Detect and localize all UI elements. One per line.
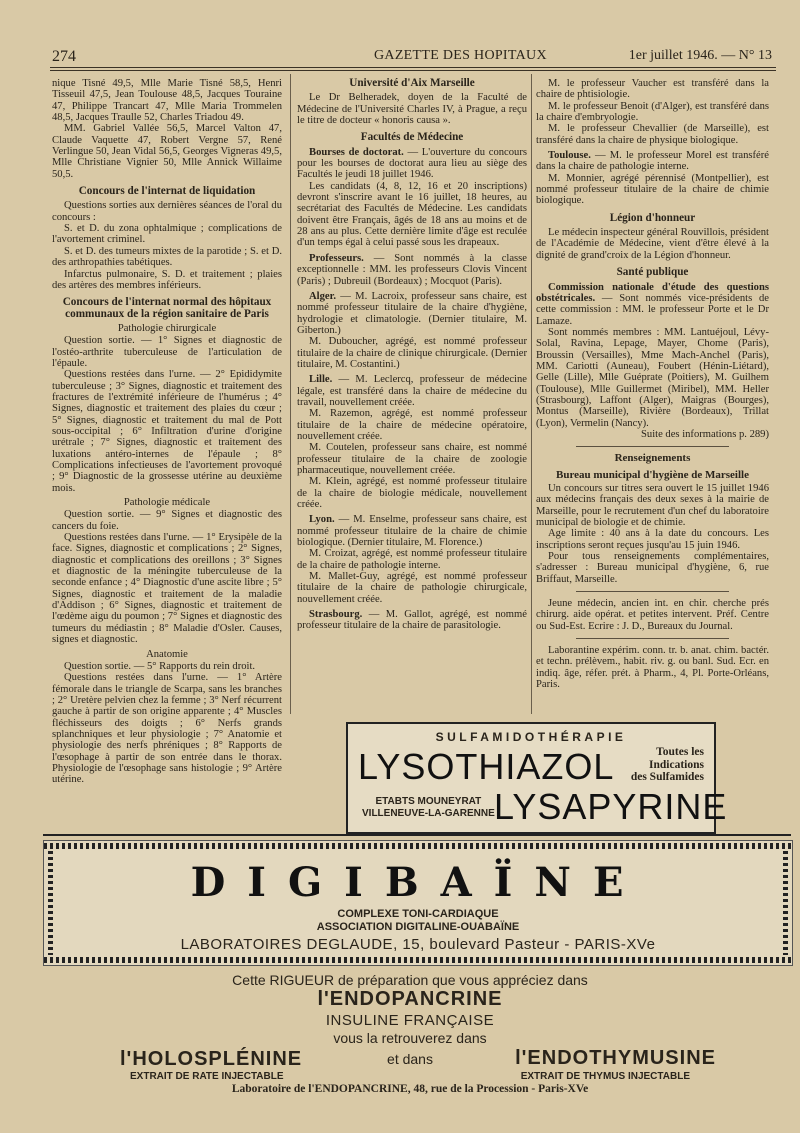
run-in-heading: Bourses de doctorat.: [309, 146, 404, 158]
paragraph: [297, 374, 527, 408]
product-name-lysothiazol: LYSOTHIAZOL: [358, 746, 615, 787]
digibaine-advertisement: [43, 840, 793, 966]
product-description: EXTRAIT DE THYMUS INJECTABLE: [520, 1071, 690, 1082]
section-heading: Concours de l'internat de liquidation: [78, 185, 256, 198]
paragraph: [297, 147, 527, 181]
paragraph: M. Duboucher, agrégé, est nommé professeur titulaire de la chaire de clinique chirurgicale. (Dernier titulaire, M. Costantini.): [297, 336, 527, 370]
description-line: ASSOCIATION DIGITALINE-OUABAÏNE: [316, 921, 520, 933]
paragraph-text: — Sont nommés à la classe exceptionnelle : MM. les professeurs Clovis Vincent (Paris) ; Dubreuil (Bordeaux) ; Mocquot (Paris).: [297, 252, 527, 287]
endopancrine-advertisement: [110, 968, 716, 1096]
paragraph: Le Dr Belheradek, doyen de la Faculté de Médecine de l'Université Charles IV, à Prague, a reçu le titre de docteur « honoris causa ».: [297, 92, 527, 127]
paragraph-text: — Sont nommés vice-présidents de cette commission : MM. le professeur Porte et le Dr Lamaze.: [536, 292, 769, 327]
indications-line: Indications: [649, 758, 704, 771]
decorative-band: [44, 957, 792, 963]
subheading: Pathologie médicale: [123, 497, 211, 509]
paragraph: Age limite : 40 ans à la date du concours. Les inscriptions seront reçues jusqu'au 15 juin 1946.: [536, 528, 769, 551]
subheading: Anatomie: [146, 648, 188, 660]
run-in-heading: Professeurs.: [309, 252, 364, 264]
run-in-heading: Lille.: [309, 374, 333, 386]
paragraph-text: — M. Gallot, agrégé, est nommé professeur titulaire de la chaire de parasitologie.: [297, 609, 527, 632]
paragraph: [297, 253, 527, 287]
section-heading: Bureau municipal d'hygiène de Marseille: [556, 468, 749, 481]
paragraph: Questions restées dans l'urne. — 1° Artère fémorale dans le triangle de Scarpa, sans les branches ; 2° Uretère pelvien chez la femme ; 3° Nerf récurrent gauche à partir de son origine apparente ; 4° Muscles fléchisseurs des doigts ; 6° Nerfs grands splanchniques et leur physiologie ; 7° Anatomie et physiologie des nerfs phréniques ; 8° Rapports de l'œsophage à partir de son entrée dans le thorax. Physiologie de l'œsophage sans histologie ; 9° Artère utérine.: [52, 672, 282, 786]
indications-line: Toutes les: [656, 746, 704, 758]
page-number: 274: [52, 48, 76, 65]
continuation-note: Suite des informations p. 289): [641, 428, 769, 440]
ad-line: vous la retrouverez dans: [333, 1030, 487, 1046]
paragraph: Infarctus pulmonaire, S. D. et traitement ; plaies des artères des membres inférieurs.: [52, 268, 282, 291]
paragraph: M. Coutelen, professeur sans chaire, est nommé professeur titulaire de la chaire de zoologie pharmaceutique, nouvellement créée.: [297, 442, 527, 476]
subheading: Pathologie chirurgicale: [117, 322, 217, 334]
paragraph: [297, 291, 527, 336]
paragraph: Question sortie. — 1° Signes et diagnostic de l'ostéo-arthrite tuberculeuse de l'articulation de l'épaule.: [52, 335, 282, 369]
paragraph: [536, 282, 769, 327]
description-line: COMPLEXE TONI-CARDIAQUE: [337, 908, 499, 920]
paragraph: Questions sorties aux dernières séances de l'oral du concours :: [52, 200, 282, 223]
paragraph-text: — L'ouverture du concours pour les bourses de doctorat aura lieu au siège des Facultés le jeudi 18 juillet 1946.: [297, 146, 527, 181]
product-endopancrine: l'ENDOPANCRINE: [317, 988, 503, 1010]
header-rule: [50, 67, 776, 68]
header-rule-2: [50, 70, 776, 71]
run-in-heading: Lyon.: [309, 514, 335, 526]
lysothiazol-advertisement: [346, 722, 728, 834]
ad-line: INSULINE FRANÇAISE: [325, 1012, 495, 1029]
column-divider-2: [531, 74, 532, 714]
separator: [576, 446, 729, 447]
paragraph: Le médecin inspecteur général Rouvillois, président de l'Académie de Médecine, vient d'être élevé à la dignité de grand'croix de la Légion d'honneur.: [536, 227, 769, 261]
manufacturer: [362, 796, 495, 820]
separator: [576, 638, 729, 639]
run-in-heading: Alger.: [309, 290, 336, 302]
paragraph: Question sortie. — 9° Signes et diagnostic des cancers du foie.: [52, 509, 282, 532]
paragraph: M. Klein, agrégé, est nommé professeur titulaire de la chaire de biologie médicale, nouvellement créée.: [297, 476, 527, 511]
paragraph: Les candidats (4, 8, 12, 16 et 20 inscriptions) devront s'inscrire avant le 16 juillet, 18 heures, au secrétariat des Facultés de Médecine. Les candidats doivent être Français, âgés de 18 ans au moins et de 28 ans au plus. Cette dernière limite d'âge est reculée d'un temps égal à celui passé sous les drapeaux.: [297, 180, 527, 249]
paragraph: M. le professeur Vaucher est transféré dans la chaire de phtisiologie.: [536, 78, 769, 101]
paragraph: M. Monnier, agrégé pérennisé (Montpellier), est nommé professeur titulaire de la chaire de chimie biologique.: [536, 172, 769, 207]
run-in-heading: Commission nationale d'étude des questions obstétricales.: [536, 281, 769, 304]
paragraph: S. et D. des tumeurs mixtes de la parotide ; S. et D. des arthropathies tabétiques.: [52, 245, 282, 269]
column-divider-1: [290, 74, 291, 714]
paragraph-text: — M. le professeur Morel est transféré dans la chaire de pathologie interne.: [536, 150, 769, 173]
paragraph: Question sortie. — 5° Rapports du rein droit.: [64, 660, 256, 672]
section-heading: Université d'Aix Marseille: [349, 77, 475, 89]
indications-line: des Sulfamides: [630, 771, 704, 783]
ad-tagline: SULFAMIDOTHÉRAPIE: [435, 730, 627, 744]
manufacturer-name: ETABTS MOUNEYRAT: [375, 796, 482, 807]
manufacturer-city: VILLENEUVE-LA-GARENNE: [362, 808, 495, 819]
section-heading: Facultés de Médecine: [360, 131, 464, 144]
ad-line: et dans: [387, 1051, 433, 1067]
exam-results-names-2: MM. Gabriel Vallée 56,5, Marcel Valton 47, Claude Vaquette 47, Robert Vergne 57, René Verlingue 50, Jean Vidal 56,5, Georges Vigneras 49,5, Mlle Christiane Vignier 50, Mlle Annick Willaime 50,5.: [52, 123, 282, 180]
paragraph: [536, 150, 769, 173]
ad-address: Laboratoire de l'ENDOPANCRINE, 48, rue de la Procession - Paris-XVe: [231, 1083, 589, 1095]
section-heading: Concours de l'internat normal des hôpitaux communaux de la région sanitaire de Paris: [62, 296, 272, 320]
decorative-band: [44, 843, 792, 849]
product-description: EXTRAIT DE RATE INJECTABLE: [130, 1071, 284, 1082]
paragraph: M. le professeur Chevallier (de Marseille), est transféré dans la chaire de physique biologique.: [536, 123, 769, 146]
paragraph: [297, 609, 527, 632]
ad-line: Cette RIGUEUR de préparation que vous appréciez dans: [232, 972, 588, 988]
paragraph: S. et D. du zona ophtalmique ; complications de l'avortement criminel.: [52, 223, 282, 246]
paragraph: Questions restées dans l'urne. — 2° Epididymite tuberculeuse ; 3° Signes, diagnostic et traitement des fractures de l'extrémité inférieure de l'humérus ; 4° Signes, diagnostic et traitement des plaies du cœur ; 5° Signes, diagnostic et traitement du mal de Pott sous-occipital ; 6° Infiltration d'urine d'origine urétrale ; 7° Signes, diagnostic et traitement des luxations antéro-internes de l'épaule ; 8° Complications infectieuses de l'avortement provoqué ; 9° Diagnostic de la grossesse utérine au deuxième mois.: [52, 369, 282, 494]
ad-address: LABORATOIRES DEGLAUDE, 15, boulevard Pasteur - PARIS-XVe: [180, 936, 656, 953]
issue-date: 1er juillet 1946. — N° 13: [628, 48, 772, 63]
section-heading: Renseignements: [614, 452, 691, 465]
classified-ad: Jeune médecin, ancien int. en chir. cherche prés chirurg. aide opérat. et petites intervent. Préf. Centre ou Sud-Est. Ecrire : J. D., Bureaux du Journal.: [536, 598, 769, 632]
paragraph: Questions restées dans l'urne. — 1° Erysipèle de la face. Signes, diagnostic et complications ; 2° Signes, diagnostic et complications des oreillons ; 3° Signes et diagnostic de la méningite tuberculeuse de la seconde enfance ; 4° Diagnostic d'une ascite libre ; 5° Signes, diagnostic et traitement de la maladie d'Addison ; 6° Signes, diagnostic et traitement de l'œdème aigu du poumon ; 7° Signes et diagnostic des tumeurs du médiastin ; 8° Maladie d'Osler. Causes, signes et diagnostic.: [52, 532, 282, 646]
run-in-heading: Strasbourg.: [309, 609, 363, 621]
paragraph: M. Mallet-Guy, agrégé, est nommé professeur titulaire de la chaire de pathologie chirurgicale, nouvellement créée.: [297, 571, 527, 605]
paragraph: Un concours sur titres sera ouvert le 15 juillet 1946 aux médecins français des deux sexes à la mairie de Marseille, pour le recrutement d'un chef du laboratoire municipal de biologie et de chimie.: [536, 483, 769, 529]
column-2: [297, 78, 527, 632]
column-1: [52, 78, 282, 786]
paragraph: [297, 514, 527, 548]
paragraph-text: — M. Leclercq, professeur de médecine légale, est transféré dans la chaire de médecine du travail, nouvellement créée.: [297, 374, 527, 408]
classified-ad: Laborantine expérim. conn. tr. b. anat. chim. bactér. et techn. prélèvem., habit. riv. g. ou banl. Sud. Ecr. en indiq. âge, réfer. prét. à Pharm., 4, Pl. Porte-Orléans, Paris.: [536, 645, 769, 691]
paragraph: M. Croizat, agrégé, est nommé professeur titulaire de la chaire de pathologie interne.: [297, 548, 527, 571]
paragraph-text: — M. Enselme, professeur sans chaire, est nommé professeur titulaire de la chaire de chimie biologique. (Dernier titulaire, M. Florence.): [297, 514, 527, 549]
product-endothymusine: l'ENDOTHYMUSINE: [515, 1047, 716, 1069]
separator: [576, 591, 729, 592]
paragraph: M. le professeur Benoit (d'Alger), est transféré dans la chaire d'embryologie.: [536, 100, 769, 124]
journal-title: GAZETTE DES HOPITAUX: [374, 48, 547, 63]
run-in-heading: Toulouse.: [548, 150, 591, 162]
section-heading: Santé publique: [616, 266, 689, 279]
section-heading: Légion d'honneur: [609, 211, 696, 224]
product-holosplenine: l'HOLOSPLÉNINE: [120, 1048, 303, 1070]
page-header: [52, 46, 772, 66]
exam-results-names: nique Tisné 49,5, Mlle Marie Tisné 58,5, Henri Tisseuil 47,5, Jean Toulouse 48,5, Jacques Touraine 47, Philippe Trancart 47, Mlle Maria Trommelen 48,5, Jacques Traulle 52, Charles Triadou 49.: [52, 78, 282, 124]
paragraph: Sont nommés membres : MM. Lantuéjoul, Lévy-Solal, Ravina, Lepage, Mayer, Chome (Paris), Broussin (Versailles), Mme Mach-Anchel (Paris), MM. Cariotti (Auneau), Foubert (Hénin-Liétard), Gelle (Lille), Mlle Guéprate (Poitiers), M. Guilhem (Toulouse), Mlle Guillermet (Miribel), MM. Heller (Strasbourg), Laffont (Alger), Maigras (Bourges), Montus (Marseille), Rivière (Bordeaux), Trillat (Lyon), Vermelin (Nancy).: [536, 326, 769, 429]
brand-digibaine: DIGIBAÏNE: [190, 859, 646, 906]
ad-indications: [631, 746, 704, 784]
paragraph: Pour tous renseignements complémentaires, s'adresser : Bureau municipal d'hygiène, 6, rue Briffaut, Marseille.: [536, 551, 769, 585]
ad-description: [44, 908, 792, 934]
ad-divider: [43, 834, 791, 836]
column-3: [536, 78, 769, 691]
paragraph-text: — M. Lacroix, professeur sans chaire, est nommé professeur titulaire de la chaire d'hygiène, hydrologie et climatologie. (Dernier titulaire, M. Giberton.): [297, 290, 527, 336]
product-name-lysapyrine: LYSAPYRINE: [494, 786, 728, 827]
paragraph: M. Razemon, agrégé, est nommé professeur titulaire de la chaire de médecine opératoire, nouvellement créée.: [297, 408, 527, 442]
